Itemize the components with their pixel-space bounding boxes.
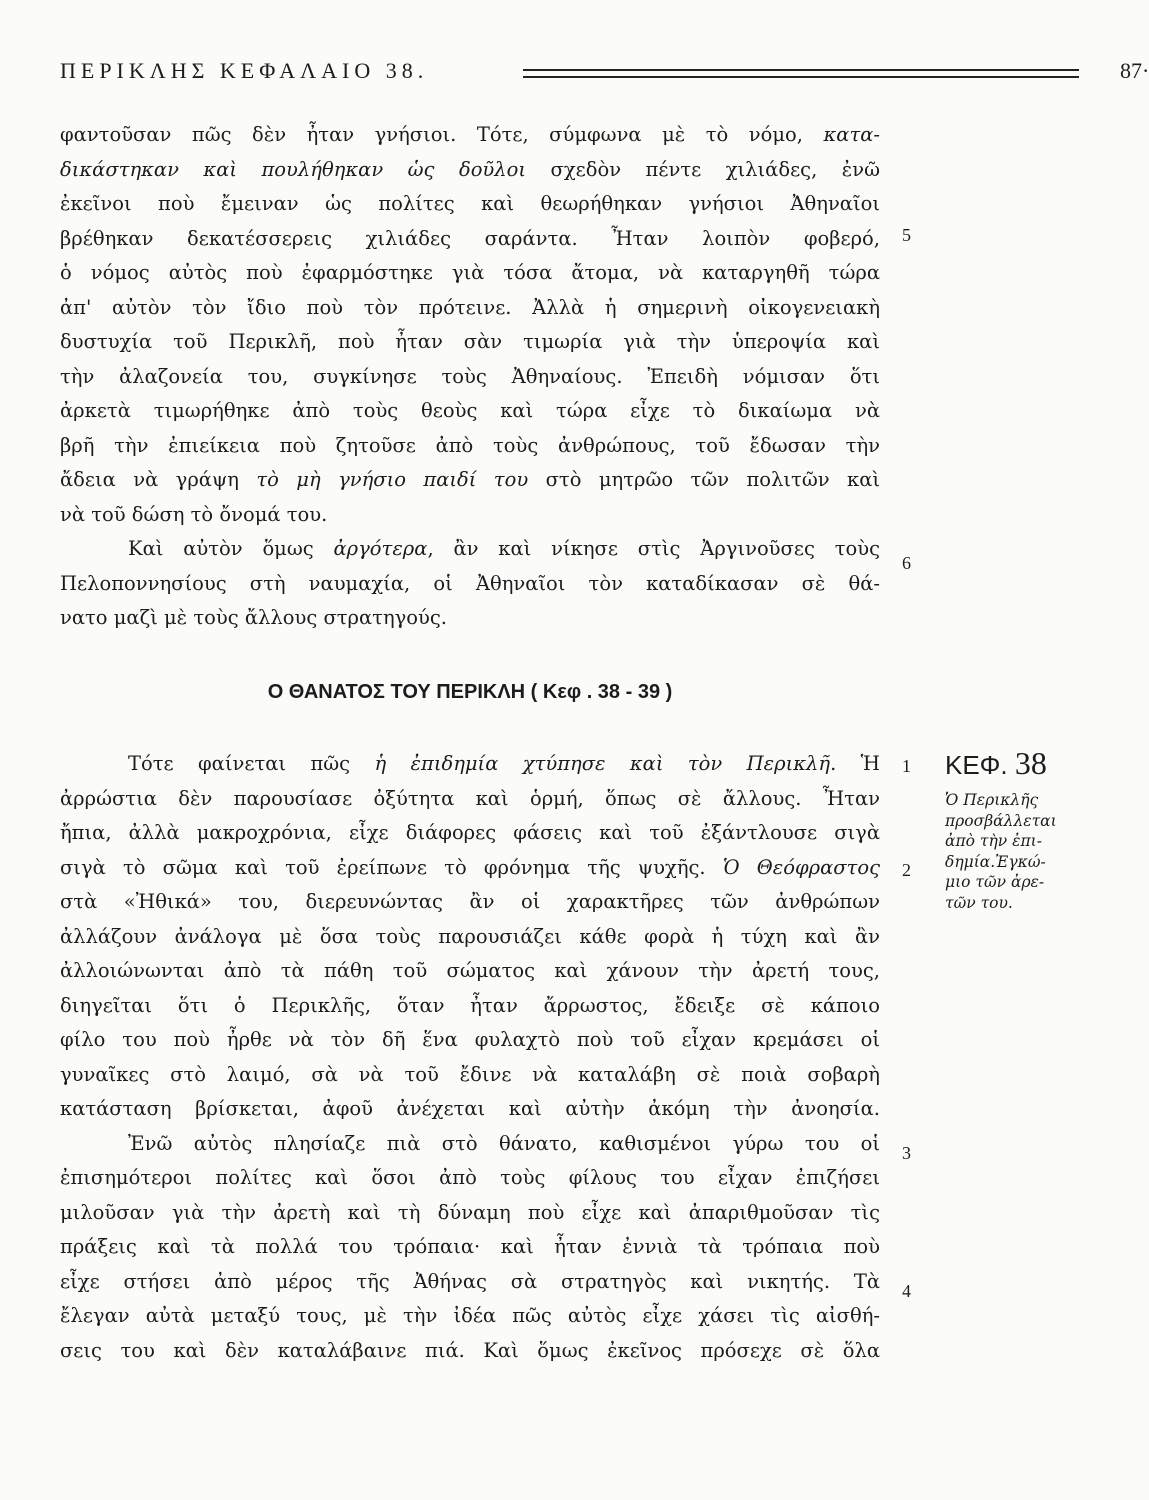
text-line: εἶχε στήσει ἀπὸ μέρος τῆς Ἀθήνας σὰ στρατηγὸς καὶ νικητής. Τὰ: [60, 1269, 880, 1293]
margin-line-number: 2: [902, 860, 911, 880]
margin-note-heading: ΚΕΦ. 38: [945, 745, 1047, 781]
paragraph-block-1: [60, 118, 880, 636]
text-line: ἔλεγαν αὐτὰ μεταξύ τους, μὲ τὴν ἰδέα πῶς αὐτὸς εἶχε χάσει τὶς αἰσθή-: [60, 1304, 880, 1327]
text-line: ἄδεια νὰ γράψη τὸ μὴ γνήσιο παιδί του στὸ μητρῶο τῶν πολιτῶν καὶ: [60, 468, 881, 491]
margin-line-number: 6: [902, 553, 911, 573]
text-line: δικάστηκαν καὶ πουλήθηκαν ὡς δοῦλοι σχεδὸν πέντε χιλιάδες, ἐνῶ: [60, 157, 880, 181]
text-line: ἀλλάζουν ἀνάλογα μὲ ὅσα τοὺς παρουσιάζει κάθε φορὰ ἡ τύχη καὶ ἂν: [60, 924, 880, 948]
text-line: ἤπια, ἀλλὰ μακροχρόνια, εἶχε διάφορες φάσεις καὶ τοῦ ἐξάντλουσε σιγὰ: [60, 821, 880, 844]
text-line: Πελοποννησίους στὴ ναυμαχία, οἱ Ἀθηναῖοι τὸν καταδίκασαν σὲ θά-: [60, 571, 880, 595]
text-line: σιγὰ τὸ σῶμα καὶ τοῦ ἐρείπωνε τὸ φρόνημα τῆς ψυχῆς. Ὁ Θεόφραστος: [60, 855, 881, 879]
text-line: ὁ νόμος αὐτὸς ποὺ ἐφαρμόστηκε γιὰ τόσα ἄτομα, νὰ καταργηθῆ τώρα: [60, 261, 880, 284]
text-line: ἀλλοιώνωνται ἀπὸ τὰ πάθη τοῦ σώματος καὶ χάνουν τὴν ἀρετή τους,: [60, 959, 880, 982]
margin-note: [945, 745, 1095, 913]
text-line: στὰ «Ἠθικά» του, διερευνώντας ἂν οἱ χαρακτῆρες τῶν ἀνθρώπων: [60, 890, 880, 913]
margin-note-line: Ὁ Περικλῆς: [945, 791, 1039, 809]
section-heading: Ο ΘΑΝΑΤΟΣ ΤΟΥ ΠΕΡΙΚΛΗ ( Κεφ . 38 - 39 ): [267, 681, 673, 703]
text-line: ἐπισημότεροι πολίτες καὶ ὅσοι ἀπὸ τοὺς φίλους του εἶχαν ἐπιζήσει: [60, 1166, 880, 1189]
margin-line-number: 3: [902, 1143, 911, 1163]
text-line: σεις του καὶ δὲν καταλάβαινε πιά. Καὶ ὅμως ἐκεῖνος πρόσεχε σὲ ὅλα: [60, 1338, 880, 1362]
text-line: πράξεις καὶ τὰ πολλά του τρόπαια· καὶ ἦταν ἐννιὰ τὰ τρόπαια ποὺ: [60, 1235, 880, 1258]
text-line: φίλο του ποὺ ἦρθε νὰ τὸν δῆ ἕνα φυλαχτὸ ποὺ τοῦ εἶχαν κρεμάσει οἱ: [60, 1028, 880, 1051]
text-line: διηγεῖται ὅτι ὁ Περικλῆς, ὅταν ἦταν ἄρρωστος, ἔδειξε σὲ κάποιο: [60, 993, 880, 1017]
margin-line-number: 1: [902, 756, 911, 776]
text-line: τὴν ἀλαζονεία του, συγκίνησε τοὺς Ἀθηναίους. Ἐπειδὴ νόμισαν ὅτι: [60, 364, 880, 388]
text-line: μιλοῦσαν γιὰ τὴν ἀρετὴ καὶ τὴ δύναμη ποὺ εἶχε καὶ ἀπαριθμοῦσαν τὶς: [60, 1200, 880, 1224]
margin-note-line: προσβάλλεται: [945, 811, 1057, 830]
running-header: [60, 58, 1149, 92]
margin-line-number: 4: [902, 1281, 911, 1301]
text-line: Καὶ αὐτὸν ὅμως ἀργότερα, ἂν καὶ νίκησε στὶς Ἀργινοῦσες τοὺς: [128, 537, 881, 560]
text-line: ἐκεῖνοι ποὺ ἔμειναν ὡς πολίτες καὶ θεωρήθηκαν γνήσιοι Ἀθηναῖοι: [60, 192, 880, 215]
margin-line-number: 5: [902, 225, 911, 245]
text-line: βρέθηκαν δεκατέσσερεις χιλιάδες σαράντα. Ἦταν λοιπὸν φοβερό,: [60, 226, 880, 250]
margin-note-line: ἀπὸ τὴν ἐπι-: [945, 832, 1042, 850]
text-line: Τότε φαίνεται πῶς ἡ ἐπιδημία χτύπησε καὶ τὸν Περικλῆ. Ἡ: [128, 752, 880, 775]
text-line: ἀπ' αὐτὸν τὸν ἴδιο ποὺ τὸν πρότεινε. Ἀλλὰ ἡ σημερινὴ οἰκογενειακὴ: [60, 295, 880, 319]
text-line: νὰ τοῦ δώση τὸ ὄνομά του.: [60, 502, 328, 526]
header-double-rule: [523, 69, 1079, 78]
text-line: ἀρρώστια δὲν παρουσίασε ὀξύτητα καὶ ὁρμή, ὅπως σὲ ἄλλους. Ἦταν: [60, 786, 880, 810]
text-line: Ἐνῶ αὐτὸς πλησίαζε πιὰ στὸ θάνατο, καθισμένοι γύρω του οἱ: [128, 1131, 880, 1155]
text-line: βρῆ τὴν ἐπιείκεια ποὺ ζητοῦσε ἀπὸ τοὺς ἀνθρώπους, τοῦ ἔδωσαν τὴν: [60, 433, 880, 457]
running-title: ΠΕΡΙΚΛΗΣ ΚΕΦΑΛΑΙΟ 38.: [60, 58, 429, 83]
margin-note-line: τῶν του.: [945, 893, 1013, 912]
text-line: φαντοῦσαν πῶς δὲν ἦταν γνήσιοι. Τότε, σύμφωνα μὲ τὸ νόμο, κατα-: [60, 123, 880, 146]
text-line: γυναῖκες στὸ λαιμό, σὰ νὰ τοῦ ἔδινε νὰ καταλάβη σὲ ποιὰ σοβαρὴ: [60, 1062, 880, 1086]
text-line: ἀρκετὰ τιμωρήθηκε ἀπὸ τοὺς θεοὺς καὶ τώρα εἶχε τὸ δικαίωμα νὰ: [60, 399, 880, 422]
margin-note-line: μιο τῶν ἀρε-: [945, 873, 1045, 891]
text-line: νατο μαζὶ μὲ τοὺς ἄλλους στρατηγούς.: [60, 606, 448, 629]
text-line: δυστυχία τοῦ Περικλῆ, ποὺ ἦταν σὰν τιμωρία γιὰ τὴν ὑπεροψία καὶ: [60, 330, 880, 353]
page-number: 87·: [1120, 58, 1149, 83]
paragraph-block-2: [60, 747, 880, 1368]
margin-note-line: δημία.Ἐγκώ-: [945, 852, 1046, 871]
text-line: κατάσταση βρίσκεται, ἀφοῦ ἀνέχεται καὶ αὐτὴν ἀκόμη τὴν ἀνοησία.: [60, 1097, 880, 1120]
